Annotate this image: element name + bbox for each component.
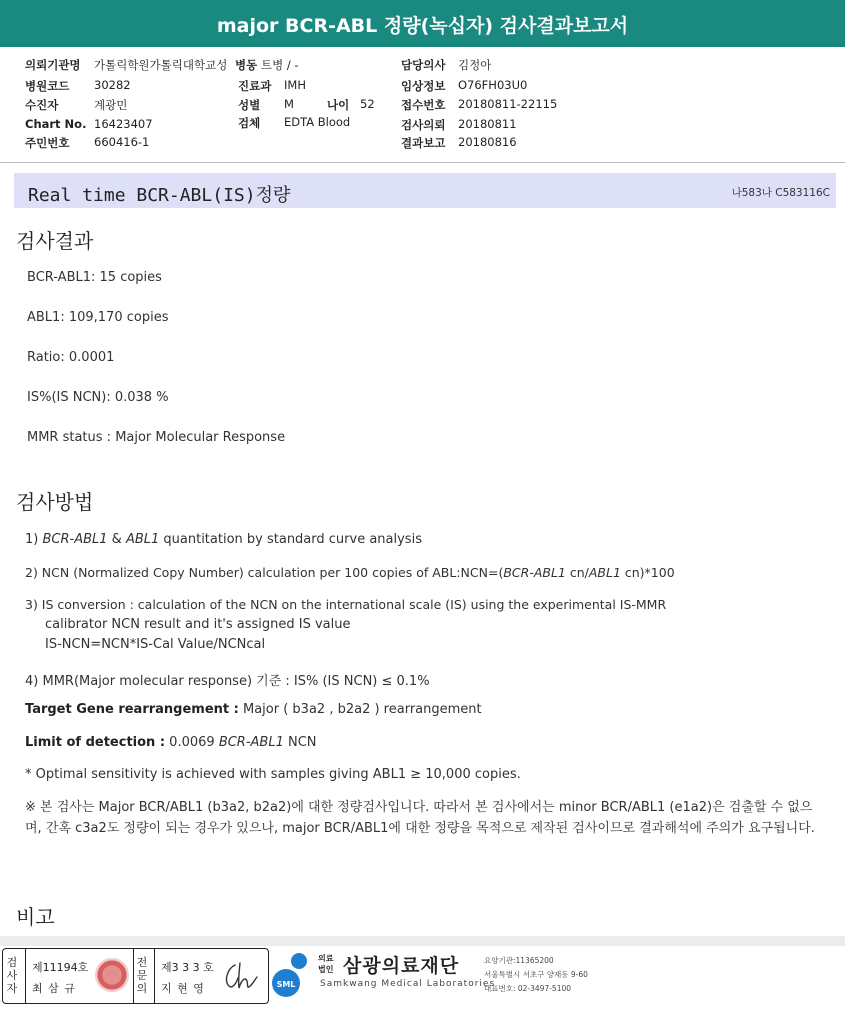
disclaimer-note: ※ 본 검사는 Major BCR/ABL1 (b3a2, b2a2)에 대한 정량검사입니다. 따라서 본 검사에서는 minor BCR/ABL1 (e1a2)은 검출할 수 없으며, 간혹 c3a2도 정량이 되는 경우가 있으나, major BCR/ABL1에 대한 정량을 목적으로 제작된 검사이므로 결과해석에 주의가 요구됩니다. [25, 800, 815, 836]
examiner-license: 제11194호 [32, 961, 89, 974]
method-3-line-3: IS-NCN=NCN*IS-Cal Value/NCNcal [45, 637, 266, 652]
report-title: major BCR-ABL 정량(녹십자) 검사결과보고서 [0, 0, 845, 47]
examiner-label: 검 사 자 [6, 956, 18, 995]
method-3-line-2: calibrator NCN result and it's assigned IS value [45, 617, 351, 632]
results-heading: 검사결과 [16, 229, 94, 253]
examiner-name: 최 삼 규 [32, 982, 76, 995]
signature-box [2, 948, 269, 1004]
reviewer-signature [221, 959, 261, 993]
signature-divider [25, 949, 26, 1003]
test-code: 나583나 C583116C [731, 187, 830, 199]
signature-divider [154, 949, 155, 1003]
remarks-heading: 비고 [16, 905, 55, 929]
reviewer-label: 전 문 의 [136, 956, 148, 995]
logo-prefix: 의료 법인 [318, 954, 334, 974]
method-heading: 검사방법 [16, 490, 94, 514]
header-divider [0, 162, 845, 163]
institution-code: 요양기관:11365200 [484, 956, 554, 965]
phone: 대표번호: 02-3497-5100 [484, 984, 572, 993]
reviewer-name: 지 현 영 [161, 982, 205, 995]
target-gene: Target Gene rearrangement : Major ( b3a2 , b2a2 ) rearrangement [25, 702, 482, 717]
test-name: Real time BCR-ABL(IS)정량 [28, 185, 291, 206]
result-line: Ratio: 0.0001 [27, 350, 115, 365]
result-line: IS%(IS NCN): 0.038 % [27, 390, 169, 405]
method-4: 4) MMR(Major molecular response) 기준 : IS% (IS NCN) ≤ 0.1% [25, 674, 430, 689]
method-3-line-1: 3) IS conversion : calculation of the NCN on the international scale (IS) using the experimental IS-MMR [25, 597, 667, 612]
result-line: BCR-ABL1: 15 copies [27, 270, 162, 285]
sml-logo-icon [270, 950, 316, 1000]
signature-divider [133, 949, 134, 1003]
result-line: MMR status : Major Molecular Response [27, 430, 286, 445]
sensitivity-note: * Optimal sensitivity is achieved with samples giving ABL1 ≥ 10,000 copies. [25, 767, 521, 782]
result-line: ABL1: 109,170 copies [27, 310, 169, 325]
foundation-english-name: Samkwang Medical Laboratories [320, 979, 496, 989]
address: 서울특별시 서초구 양재동 9-60 [484, 970, 588, 979]
method-1: 1) BCR-ABL1 & ABL1 quantitation by standard curve analysis [25, 532, 422, 547]
test-name-band [14, 173, 836, 208]
logo-badge: SML [276, 980, 296, 989]
reviewer-license: 제3 3 3 호 [161, 961, 214, 974]
limit-of-detection: Limit of detection : 0.0069 BCR-ABL1 NCN [25, 735, 317, 750]
page-bottom-strip [0, 936, 845, 946]
examiner-seal [95, 958, 129, 992]
method-2: 2) NCN (Normalized Copy Number) calculation per 100 copies of ABL:NCN=(BCR-ABL1 cn/ABL1 cn)*100 [25, 565, 675, 580]
foundation-name: 삼광의료재단 [343, 955, 460, 977]
